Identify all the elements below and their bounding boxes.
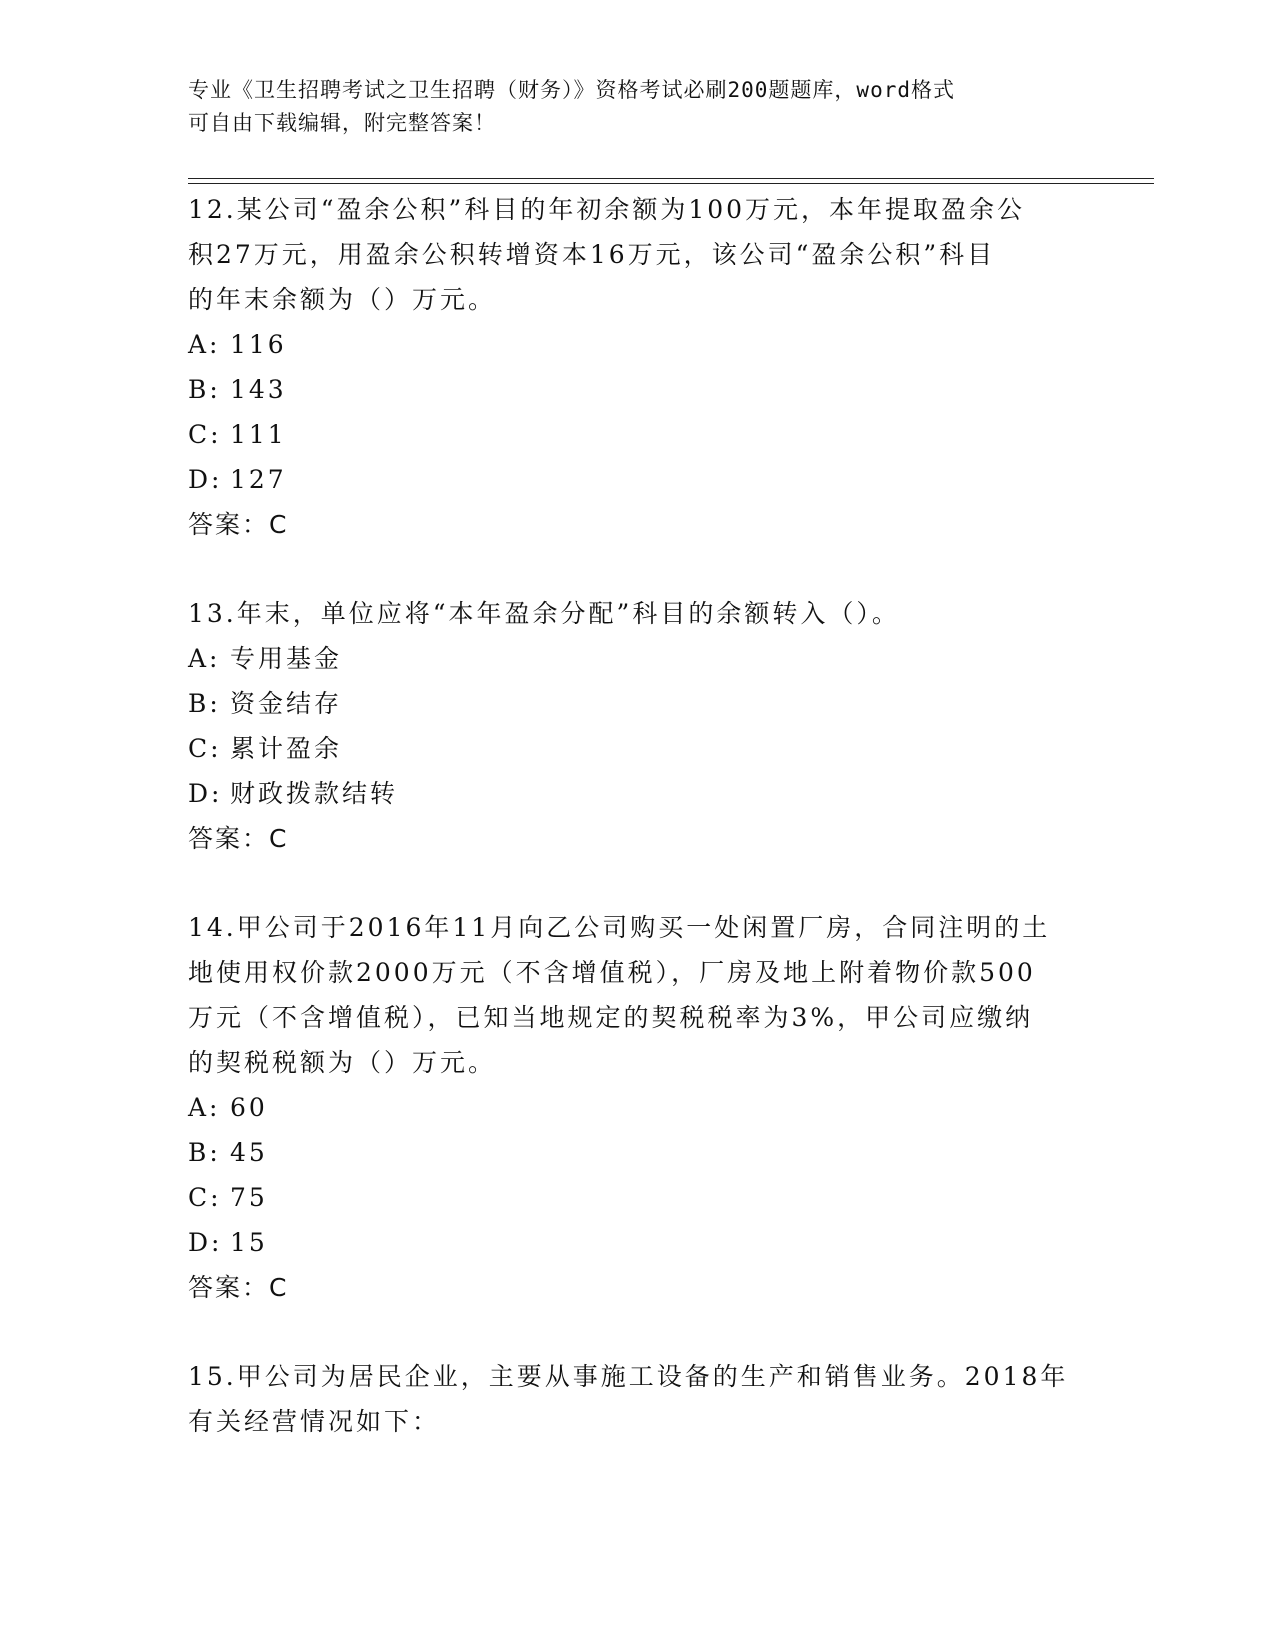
- answer-line: 答案：C: [188, 1273, 289, 1302]
- option-d: [188, 457, 1088, 502]
- option-text: 127: [230, 465, 287, 494]
- stem-line: 14.甲公司于2016年11月向乙公司购买一处闲置厂房，合同注明的土: [188, 913, 1051, 942]
- stem-line: 万元（不含增值税），已知当地规定的契税税率为3%，甲公司应缴纳: [188, 1003, 1034, 1032]
- question-stem: [188, 591, 1088, 636]
- question-14: [188, 905, 1088, 1310]
- stem-line: 积27万元，用盈余公积转增资本16万元，该公司“盈余公积”科目: [188, 240, 996, 269]
- stem-line: 地使用权价款2000万元（不含增值税），厂房及地上附着物价款500: [188, 958, 1036, 987]
- option-text: 累计盈余: [230, 734, 343, 763]
- option-b: [188, 681, 1088, 726]
- question-list: [188, 187, 1088, 1488]
- option-key: A:: [188, 644, 221, 673]
- option-key: B:: [188, 689, 221, 718]
- option-key: C:: [188, 1183, 222, 1212]
- stem-line: 15.甲公司为居民企业，主要从事施工设备的生产和销售业务。2018年: [188, 1362, 1069, 1391]
- option-key: A:: [188, 330, 221, 359]
- stem-line: 13.年末，单位应将“本年盈余分配”科目的余额转入（）。: [188, 599, 900, 628]
- option-text: 专用基金: [230, 644, 343, 673]
- question-12: [188, 187, 1088, 547]
- answer-line: 答案：C: [188, 824, 289, 853]
- option-text: 财政拨款结转: [230, 779, 399, 808]
- option-key: A:: [188, 1093, 221, 1122]
- option-key: C:: [188, 734, 222, 763]
- option-a: [188, 1085, 1088, 1130]
- stem-line: 的契税税额为（）万元。: [188, 1048, 497, 1077]
- option-text: 45: [230, 1138, 268, 1167]
- option-d: [188, 1220, 1088, 1265]
- option-key: D:: [188, 779, 223, 808]
- option-key: B:: [188, 375, 221, 404]
- option-text: 资金结存: [230, 689, 343, 718]
- option-key: D:: [188, 1228, 223, 1257]
- option-b: [188, 1130, 1088, 1175]
- option-key: C:: [188, 420, 222, 449]
- question-stem: [188, 187, 1088, 322]
- answer-line: 答案：C: [188, 510, 289, 539]
- header-divider-top: [188, 178, 1154, 179]
- header-line-1: 专业《卫生招聘考试之卫生招聘（财务）》资格考试必刷200题题库，word格式: [188, 78, 955, 102]
- option-c: [188, 1175, 1088, 1220]
- option-key: B:: [188, 1138, 221, 1167]
- option-b: [188, 367, 1088, 412]
- question-15: [188, 1354, 1088, 1444]
- question-stem: [188, 905, 1088, 1085]
- option-key: D:: [188, 465, 223, 494]
- option-text: 60: [230, 1093, 268, 1122]
- option-text: 116: [230, 330, 287, 359]
- option-text: 143: [230, 375, 287, 404]
- stem-line: 的年末余额为（）万元。: [188, 285, 497, 314]
- option-text: 111: [230, 420, 287, 449]
- header-divider-bottom: [188, 183, 1154, 184]
- question-13: [188, 591, 1088, 861]
- option-c: [188, 726, 1088, 771]
- question-stem: [188, 1354, 1088, 1444]
- stem-line: 12.某公司“盈余公积”科目的年初余额为100万元，本年提取盈余公: [188, 195, 1026, 224]
- option-text: 75: [230, 1183, 268, 1212]
- document-header: [188, 74, 1068, 140]
- option-a: [188, 322, 1088, 367]
- header-line-2: 可自由下载编辑，附完整答案！: [188, 111, 496, 135]
- stem-line: 有关经营情况如下：: [188, 1407, 441, 1436]
- option-c: [188, 412, 1088, 457]
- option-text: 15: [230, 1228, 268, 1257]
- option-a: [188, 636, 1088, 681]
- option-d: [188, 771, 1088, 816]
